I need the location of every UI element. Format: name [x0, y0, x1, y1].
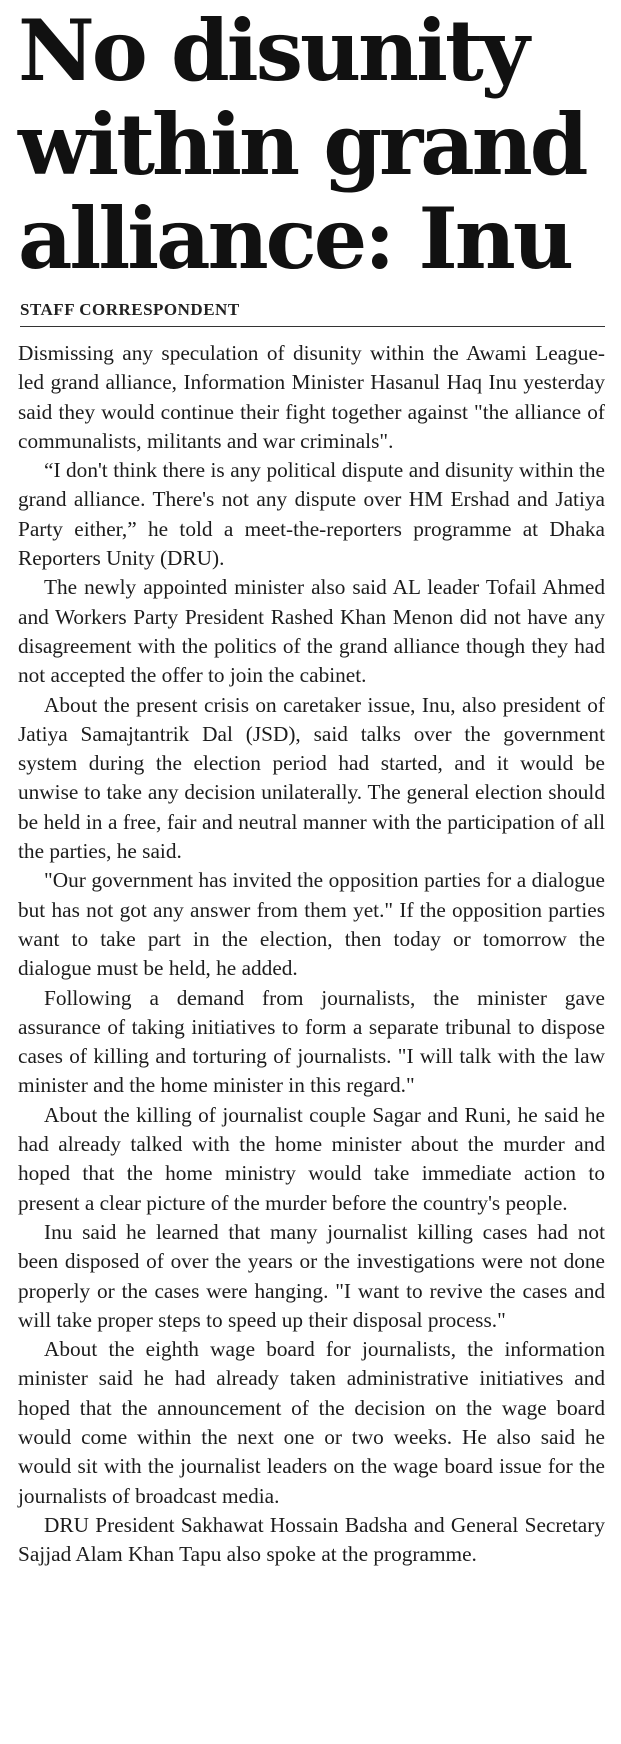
- paragraph: The newly appointed minister also said AL leader Tofail Ahmed and Workers Party President Rashed Khan Menon did not have any disagreement with the politics of the grand alliance though they had not accepted the offer to join the cabinet.: [18, 575, 605, 688]
- paragraph: DRU President Sakhawat Hossain Badsha and General Secretary Sajjad Alam Khan Tapu also spoke at the programme.: [18, 1512, 605, 1567]
- headline: No disunity within grand alliance: Inu: [18, 1, 586, 288]
- paragraph: “I don't think there is any political dispute and disunity within the grand alliance. There's not any dispute over HM Ershad and Jatiya Party either,” he told a meet-the-reporters programme at Dhaka Reporters Unity (DRU).: [18, 458, 605, 571]
- byline: STAFF CORRESPONDENT: [20, 300, 605, 327]
- paragraph: "Our government has invited the opposition parties for a dialogue but has not got any answer from them yet." If the opposition parties want to take part in the election, then today or tomorrow the dialogue must be held, he added.: [18, 868, 605, 981]
- paragraph: About the present crisis on caretaker issue, Inu, also president of Jatiya Samajtantrik Dal (JSD), said talks over the government system during the election period had started, and it would be unwise to take any decision unilaterally. The general election should be held in a free, fair and neutral manner with the participation of all the parties, he said.: [18, 692, 605, 864]
- article-body: [18, 339, 605, 1569]
- paragraph: Following a demand from journalists, the minister gave assurance of taking initiatives to form a separate tribunal to dispose cases of killing and torturing of journalists. "I will talk with the law minister and the home minister in this regard.": [18, 985, 605, 1098]
- paragraph: About the killing of journalist couple Sagar and Runi, he said he had already talked with the home minister about the murder and hoped that the home ministry would take immediate action to present a clear picture of the murder before the country's people.: [18, 1102, 605, 1215]
- paragraph: About the eighth wage board for journalists, the information minister said he had already taken administrative initiatives and hoped that the announcement of the decision on the wage board would come within the next one or two weeks. He also said he would sit with the journalist leaders on the wage board issue for the journalists of broadcast media.: [18, 1337, 605, 1508]
- paragraph: Inu said he learned that many journalist killing cases had not been disposed of over the years or the investigations were not done properly or the cases were hanging. "I want to revive the cases and will take proper steps to speed up their disposal process.": [18, 1219, 605, 1332]
- paragraph: Dismissing any speculation of disunity within the Awami League-led grand alliance, Information Minister Hasanul Haq Inu yesterday said they would continue their fight together against "the alliance of communalists, militants and war criminals".: [18, 341, 605, 453]
